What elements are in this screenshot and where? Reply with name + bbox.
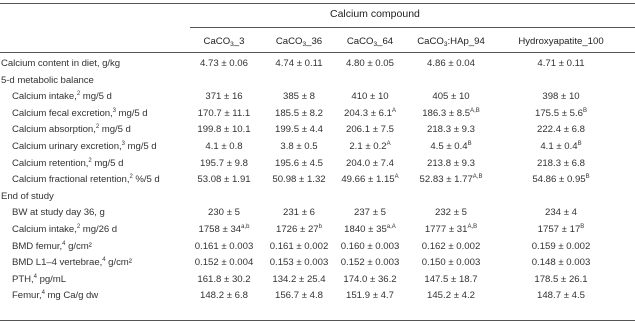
table-cell: 147.5 ± 18.7: [424, 273, 478, 285]
table-cell: 405 ± 10: [432, 91, 470, 103]
row-label: Femur,$^4$ mg Ca/g dw: [12, 290, 99, 302]
table-cell: 0.159 ± 0.002: [531, 240, 591, 252]
table-row: [0, 191, 635, 205]
table-cell: 148.7 ± 4.5: [537, 290, 585, 302]
table-cell: $1777 \pm 31^{A,B}$: [424, 224, 478, 235]
table-cell: $1758 \pm 34^{a,b}$: [198, 224, 250, 235]
row-label: Calcium fecal excretion,$^3$ mg/5 d: [12, 107, 148, 119]
table-cell: $1757 \pm 17^B$: [537, 224, 585, 235]
table-cell: 0.153 ± 0.003: [269, 257, 329, 269]
table-cell: 206.1 ± 7.5: [346, 124, 394, 136]
table-cell: 218.3 ± 9.3: [427, 124, 475, 136]
column-header-4: CaCO$_3$:HAp_94: [417, 36, 485, 48]
table-cell: 199.8 ± 10.1: [197, 124, 251, 136]
table-row: [0, 257, 635, 271]
table-cell: 148.2 ± 6.8: [200, 290, 248, 302]
table-cell: $1726 \pm 27^b$: [276, 224, 322, 235]
row-label: Calcium urinary excretion,$^3$ mg/5 d: [12, 141, 157, 152]
table-cell: 0.162 ± 0.002: [421, 240, 481, 252]
table-cell: 4.74 ± 0.11: [275, 58, 323, 69]
table-cell: $54.86 \pm 0.95^B$: [532, 174, 590, 186]
table-cell: 199.5 ± 4.4: [275, 124, 323, 136]
table-cell: $175.5 \pm 5.6^B$: [535, 107, 587, 119]
table-cell: 0.150 ± 0.003: [421, 257, 481, 269]
table-cell: 230 ± 5: [208, 207, 240, 219]
table-cell: 4.1 ± 0.8: [205, 141, 243, 152]
table-cell: 178.5 ± 26.1: [534, 273, 588, 285]
row-label: Calcium intake,$^2$ mg/26 d: [12, 224, 118, 235]
row-label: Calcium content in diet, g/kg: [1, 58, 121, 69]
top-rule: [0, 3, 635, 4]
row-label: Calcium fractional retention,$^2$ %/5 d: [12, 174, 160, 186]
table-cell: 222.4 ± 6.8: [537, 124, 585, 136]
table-cell: 218.3 ± 6.8: [537, 157, 585, 169]
table-row: [0, 75, 635, 89]
table-cell: 170.7 ± 11.1: [197, 107, 251, 119]
column-header-5: Hydroxyapatite_100: [518, 36, 604, 47]
column-header-1: CaCO$_3$_3: [203, 36, 245, 48]
table-row: [0, 290, 635, 304]
table-cell: $49.66 \pm 1.15^A$: [341, 174, 399, 186]
table-row: [0, 141, 635, 155]
table-cell: 174.0 ± 36.2: [343, 273, 397, 285]
table-cell: 0.161 ± 0.002: [269, 240, 329, 252]
table-cell: 204.0 ± 7.4: [346, 157, 394, 169]
table-row: [0, 91, 635, 105]
table-cell: 195.6 ± 4.5: [275, 157, 323, 169]
bottom-rule: [0, 320, 635, 321]
table-cell: 0.160 ± 0.003: [340, 240, 400, 252]
table-cell: 0.148 ± 0.003: [531, 257, 591, 269]
table-cell: 185.5 ± 8.2: [275, 107, 323, 119]
table-row: [0, 174, 635, 188]
table-row: [0, 124, 635, 138]
table-cell: 134.2 ± 25.4: [272, 273, 326, 285]
table-cell: 4.73 ± 0.06: [200, 58, 248, 69]
table-cell: 151.9 ± 4.7: [346, 290, 394, 302]
row-label: BMD femur,$^4$ g/cm²: [12, 240, 92, 252]
column-header-3: CaCO$_3$_64: [346, 36, 394, 48]
table-cell: 0.161 ± 0.003: [194, 240, 254, 252]
row-label: Calcium absorption,$^2$ mg/5 d: [12, 124, 131, 136]
group-header-rule: [190, 27, 635, 28]
table-row: [0, 108, 635, 122]
table-row: [0, 58, 635, 72]
table-cell: 398 ± 10: [542, 91, 580, 103]
table-cell: $204.3 \pm 6.1^A$: [344, 107, 396, 119]
table-cell: $4.5 \pm 0.4^B$: [430, 141, 472, 152]
table-cell: 4.80 ± 0.05: [346, 58, 394, 69]
table-cell: 4.86 ± 0.04: [427, 58, 475, 69]
table-cell: 195.7 ± 9.8: [200, 157, 248, 169]
header-bottom-rule: [0, 52, 635, 53]
table-cell: 156.7 ± 4.8: [275, 290, 323, 302]
table-cell: $186.3 \pm 8.5^{A,B}$: [422, 107, 480, 119]
row-label: BMD L1–4 vertebrae,$^4$ g/cm²: [12, 257, 132, 269]
table-cell: 0.152 ± 0.004: [194, 257, 254, 269]
table-cell: $4.1 \pm 0.4^B$: [540, 141, 582, 152]
table-row: [0, 207, 635, 221]
table-cell: 53.08 ± 1.91: [197, 174, 251, 186]
table-cell: $1840 \pm 35^{a,A}$: [344, 224, 396, 235]
table-cell: 4.71 ± 0.11: [537, 58, 585, 69]
row-label: End of study: [1, 190, 54, 202]
table-cell: 50.98 ± 1.32: [272, 174, 326, 186]
column-header-2: CaCO$_3$_36: [275, 36, 323, 48]
row-label: BW at study day 36, g: [12, 207, 105, 219]
table-row: [0, 274, 635, 288]
row-label: 5-d metabolic balance: [1, 74, 94, 86]
table-cell: 234 ± 4: [545, 207, 577, 219]
table-cell: 145.2 ± 4.2: [427, 290, 475, 302]
table-cell: 371 ± 16: [205, 91, 243, 103]
table-cell: 410 ± 10: [351, 91, 389, 103]
table-cell: 0.152 ± 0.003: [340, 257, 400, 269]
table-cell: $2.1 \pm 0.2^A$: [349, 141, 391, 152]
table-cell: 231 ± 6: [283, 207, 315, 219]
table-row: [0, 224, 635, 238]
table-cell: 161.8 ± 30.2: [197, 273, 251, 285]
row-label: PTH,$^4$ pg/mL: [12, 273, 66, 285]
table-cell: 213.8 ± 9.3: [427, 157, 475, 169]
table-cell: 232 ± 5: [435, 207, 467, 219]
row-label: Calcium intake,$^2$ mg/5 d: [12, 91, 112, 103]
table-row: [0, 158, 635, 172]
table-cell: $52.83 \pm 1.77^{A,B}$: [419, 174, 483, 186]
table-row: [0, 241, 635, 255]
table-cell: 3.8 ± 0.5: [280, 141, 318, 152]
table-cell: 385 ± 8: [283, 91, 315, 103]
table-cell: 237 ± 5: [354, 207, 386, 219]
row-label: Calcium retention,$^2$ mg/5 d: [12, 157, 124, 169]
group-header: Calcium compound: [330, 8, 420, 20]
